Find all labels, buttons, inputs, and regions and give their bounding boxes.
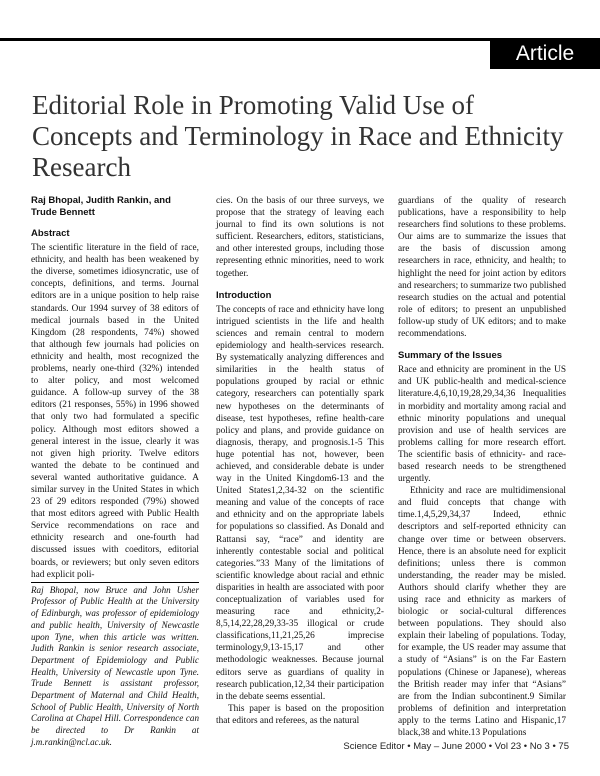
summary-paragraph-1: Race and ethnicity are prominent in the US and UK public-health and medical-science literature.4,6,10,19,28,29,34,36 Inequalities in morbidity and mortality among racial and ethnic minority populations and unequal provision and use of health services are problems calling for more research effort. The scientific basis of ethnicity- and race-based research needs to be strengthened urgently. xyxy=(398,365,566,485)
author-bio: Raj Bhopal, now Bruce and John Usher Professor of Public Health at the University of Edinburgh, was professor of epidemiology and public health, University of Newcastle upon Tyne, when this article was written. Judith Rankin is senior research associate, Department of Epidemiology and Public Health, University of Newcastle upon Tyne. Trude Bennett is assistant professor, Department of Maternal and Child Health, School of Public Health, University of North Carolina at Chapel Hill. Correspondence can be directed to Dr Rankin at j.m.rankin@ncl.ac.uk. xyxy=(31,582,199,749)
column-1 xyxy=(31,195,199,749)
summary-heading: Summary of the Issues xyxy=(398,350,503,362)
introduction-heading: Introduction xyxy=(216,289,272,301)
introduction-text: The concepts of race and ethnicity have long intrigued scientists in the life and health sciences and remain central to modern epidemiology and health-services research. By systematically analyzing differences and similarities in the health status of populations grouped by racial or ethnic category, researchers can potentially spark new hypotheses on the determinants of disease, test hypotheses, refine health-care policy and plans, and provide guidance on diagnosis, therapy, and prognosis.1-5 This huge potential has not, however, been achieved, and considerable debate is under way in the United Kingdom6-13 and the United States1,2,34-32 on the scientific meaning and value of the concepts of race and ethnicity and on the appropriate labels for populations so classified. As Donald and Rattansi say, “race” and identity are inherently contestable social and political categories.”33 Many of the limitations of scientific knowledge about racial and ethnic disparities in health are associated with poor conceptualization of variables used for measuring race and ethnicity,2-8,5,14,22,28,29,33-35 illogical or crude classifications,11,21,25,26 imprecise terminology,9,13-15,17 and other methodologic weaknesses. Because journal editors serve as guardians of quality in research publication,12,34 their participation in the debate seems essential. xyxy=(216,304,384,702)
abstract-text: The scientific literature in the field of race, ethnicity, and health has been weakened by the diverse, sometimes idiosyncratic, use of concepts, definitions, and terms. Journal editors are in a unique position to help raise standards. Our 1994 survey of 38 editors of medical journals based in the United Kingdom (28 respondents, 74%) showed that although few journals had policies on ethnicity and health, most recognized the problems, nearly one-third (32%) intended to alter policy, and most welcomed guidance. A follow-up survey of the 38 editors (21 responses, 55%) in 1996 showed that only two had formulated a specific policy. Although most editors showed a general interest in the issue, clearly it was not given high priority. Twelve editors wanted the debate to be continued and several wanted authoritative guidance. A similar survey in the United States in which 23 of 29 editors responded (79%) showed that most editors agreed with Public Health Service recommendations on race and ethnicity research and one-fourth had discussed issues with coeditors, editorial boards, or reviewers; but only seven editors had explicit poli- xyxy=(31,243,199,580)
authors: Raj Bhopal, Judith Rankin, and Trude Bennett xyxy=(31,195,171,218)
abstract-continued: cies. On the basis of our three surveys, we propose that the strategy of leaving each journal to find its own solutions is not sufficient. Researchers, editors, statisticians, and other interested groups, including those representing ethnic minorities, need to work together. xyxy=(216,196,384,279)
introduction-text-2: This paper is based on the proposition that editors and referees, as the natural xyxy=(216,703,384,726)
column-3 xyxy=(398,195,566,739)
column-2 xyxy=(216,195,384,727)
page-footer: Science Editor • May – June 2000 • Vol 23 • No 3 • 75 xyxy=(343,741,569,752)
introduction-continued: guardians of the quality of research publications, have a responsibility to help researchers find solutions to these problems. Our aims are to summarize the issues that are the basis of discussion among researchers in race, ethnicity, and health; to highlight the need for joint action by editors and researchers; to summarize two published research studies on the actual and potential role of editors; to present an unpublished follow-up study of UK editors; and to make recommendations. xyxy=(398,196,566,340)
summary-paragraph-2: Ethnicity and race are multidimensional and fluid concepts that change with time.1,4,5,29,34,37 Indeed, ethnic descriptors and self-reported ethnicity can change over time or between observers. Hence, there is an absolute need for explicit definitions; unless there is common understanding, the reader may be misled. Authors should clarify whether they are using race and ethnicity as markers of biologic or social-cultural differences between populations. They should also explain their labeling of populations. Today, for example, the US reader may assume that a study of “Asians” is on the Far Eastern populations (Chinese or Japanese), whereas the British reader may infer that “Asians” are from the Indian subcontinent.9 Similar problems of definition and interpretation apply to the terms Latino and Hispanic,17 black,38 and white.13 Populations xyxy=(398,486,566,739)
article-title: Editorial Role in Promoting Valid Use of Concepts and Terminology in Race and Ethnicity Research xyxy=(32,90,564,182)
abstract-heading: Abstract xyxy=(31,228,70,239)
section-label: Article xyxy=(490,38,600,69)
